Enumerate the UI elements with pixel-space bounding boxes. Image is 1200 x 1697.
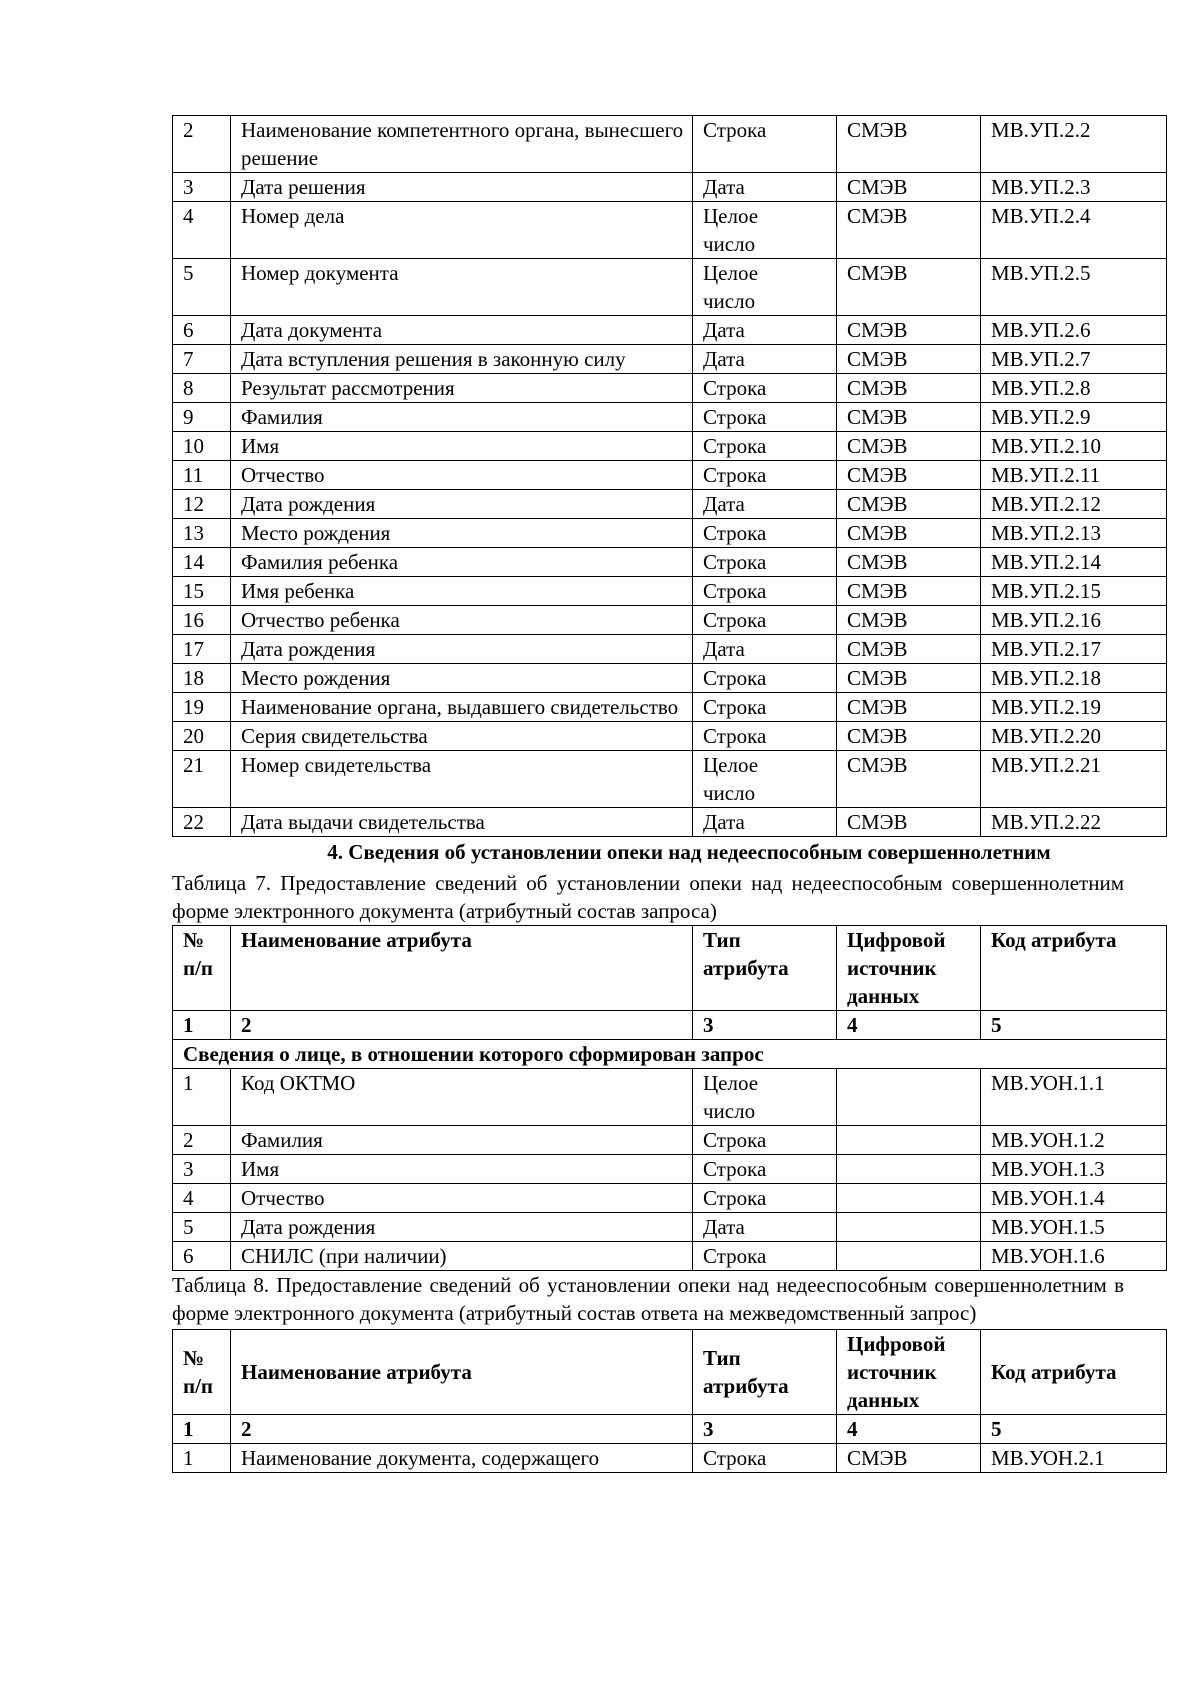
table-row bbox=[173, 1184, 1167, 1213]
cell-data-source: СМЭВ bbox=[837, 116, 981, 173]
cell-attribute-code: МВ.УП.2.5 bbox=[981, 259, 1167, 316]
table-row bbox=[173, 606, 1167, 635]
cell-number: 2 bbox=[173, 1126, 231, 1155]
column-number-row bbox=[173, 1011, 1167, 1040]
col-number: 5 bbox=[981, 1011, 1167, 1040]
cell-number: 21 bbox=[173, 751, 231, 808]
cell-attribute-name: Место рождения bbox=[231, 519, 693, 548]
cell-attribute-type: Строка bbox=[693, 461, 837, 490]
cell-attribute-code: МВ.УП.2.19 bbox=[981, 693, 1167, 722]
cell-attribute-type: Строка bbox=[693, 664, 837, 693]
col-number: 4 bbox=[837, 1415, 981, 1444]
cell-attribute-code: МВ.УОН.1.1 bbox=[981, 1069, 1167, 1126]
cell-number: 5 bbox=[173, 1213, 231, 1242]
cell-attribute-name: Дата выдачи свидетельства bbox=[231, 808, 693, 837]
cell-attribute-code: МВ.УП.2.21 bbox=[981, 751, 1167, 808]
cell-attribute-name: Имя ребенка bbox=[231, 577, 693, 606]
cell-attribute-type: Строка bbox=[693, 577, 837, 606]
cell-attribute-type: Строка bbox=[693, 693, 837, 722]
cell-number: 1 bbox=[173, 1444, 231, 1473]
cell-data-source: СМЭВ bbox=[837, 345, 981, 374]
cell-attribute-code: МВ.УОН.2.1 bbox=[981, 1444, 1167, 1473]
cell-attribute-name: Отчество ребенка bbox=[231, 606, 693, 635]
cell-attribute-name: Наименование компетентного органа, вынесшего решение bbox=[231, 116, 693, 173]
table-header-row bbox=[173, 1330, 1167, 1415]
cell-attribute-type: Строка bbox=[693, 374, 837, 403]
col-number: 3 bbox=[693, 1011, 837, 1040]
cell-attribute-type: Строка bbox=[693, 432, 837, 461]
table-row bbox=[173, 722, 1167, 751]
section-row-label: Сведения о лице, в отношении которого сформирован запрос bbox=[173, 1040, 1167, 1069]
cell-number: 13 bbox=[173, 519, 231, 548]
cell-attribute-type: Дата bbox=[693, 316, 837, 345]
cell-attribute-name: Фамилия ребенка bbox=[231, 548, 693, 577]
cell-attribute-name: Номер дела bbox=[231, 202, 693, 259]
cell-number: 1 bbox=[173, 1069, 231, 1126]
table-7-caption: Таблица 7. Предоставление сведений об установлении опеки над недееспособным совершеннолетним форме электронного документа (атрибутный состав запроса) bbox=[172, 871, 1124, 923]
cell-attribute-code: МВ.УП.2.18 bbox=[981, 664, 1167, 693]
cell-attribute-code: МВ.УП.2.8 bbox=[981, 374, 1167, 403]
table-row bbox=[173, 173, 1167, 202]
table-row bbox=[173, 1242, 1167, 1271]
table-row bbox=[173, 1126, 1167, 1155]
table-7 bbox=[172, 925, 1167, 1271]
cell-number: 10 bbox=[173, 432, 231, 461]
cell-attribute-code: МВ.УОН.1.2 bbox=[981, 1126, 1167, 1155]
header-code: Код атрибута bbox=[981, 1330, 1167, 1415]
cell-data-source: СМЭВ bbox=[837, 259, 981, 316]
cell-data-source: СМЭВ bbox=[837, 519, 981, 548]
cell-attribute-type: Целое число bbox=[693, 202, 837, 259]
cell-number: 16 bbox=[173, 606, 231, 635]
cell-attribute-code: МВ.УП.2.22 bbox=[981, 808, 1167, 837]
cell-number: 4 bbox=[173, 202, 231, 259]
table-6-continuation bbox=[172, 115, 1167, 837]
cell-attribute-code: МВ.УОН.1.3 bbox=[981, 1155, 1167, 1184]
table-row bbox=[173, 461, 1167, 490]
cell-number: 3 bbox=[173, 1155, 231, 1184]
cell-attribute-type: Целое число bbox=[693, 1069, 837, 1126]
header-code: Код атрибута bbox=[981, 926, 1167, 1011]
cell-attribute-code: МВ.УП.2.2 bbox=[981, 116, 1167, 173]
cell-attribute-name: Дата решения bbox=[231, 173, 693, 202]
cell-data-source: СМЭВ bbox=[837, 808, 981, 837]
cell-attribute-name: Результат рассмотрения bbox=[231, 374, 693, 403]
cell-attribute-type: Дата bbox=[693, 345, 837, 374]
cell-data-source: СМЭВ bbox=[837, 635, 981, 664]
cell-data-source: СМЭВ bbox=[837, 403, 981, 432]
cell-attribute-type: Строка bbox=[693, 722, 837, 751]
cell-attribute-type: Строка bbox=[693, 1444, 837, 1473]
table-row bbox=[173, 345, 1167, 374]
col-number: 4 bbox=[837, 1011, 981, 1040]
header-type: Тип атрибута bbox=[693, 926, 837, 1011]
table-row bbox=[173, 664, 1167, 693]
cell-number: 19 bbox=[173, 693, 231, 722]
col-number: 5 bbox=[981, 1415, 1167, 1444]
cell-number: 22 bbox=[173, 808, 231, 837]
cell-attribute-type: Строка bbox=[693, 403, 837, 432]
cell-attribute-type: Строка bbox=[693, 1242, 837, 1271]
table-row bbox=[173, 1155, 1167, 1184]
cell-attribute-type: Строка bbox=[693, 116, 837, 173]
header-name: Наименование атрибута bbox=[231, 1330, 693, 1415]
cell-attribute-name: Наименование органа, выдавшего свидетельство bbox=[231, 693, 693, 722]
cell-number: 8 bbox=[173, 374, 231, 403]
table-row bbox=[173, 1444, 1167, 1473]
cell-attribute-type: Строка bbox=[693, 1184, 837, 1213]
cell-data-source: СМЭВ bbox=[837, 374, 981, 403]
cell-attribute-name: СНИЛС (при наличии) bbox=[231, 1242, 693, 1271]
cell-data-source: СМЭВ bbox=[837, 664, 981, 693]
cell-number: 20 bbox=[173, 722, 231, 751]
table-row bbox=[173, 1213, 1167, 1242]
cell-data-source: СМЭВ bbox=[837, 1444, 981, 1473]
cell-attribute-type: Дата bbox=[693, 490, 837, 519]
cell-data-source bbox=[837, 1126, 981, 1155]
cell-attribute-name: Отчество bbox=[231, 1184, 693, 1213]
cell-attribute-code: МВ.УП.2.16 bbox=[981, 606, 1167, 635]
table-row bbox=[173, 693, 1167, 722]
column-number-row bbox=[173, 1415, 1167, 1444]
cell-attribute-code: МВ.УОН.1.6 bbox=[981, 1242, 1167, 1271]
cell-number: 18 bbox=[173, 664, 231, 693]
cell-number: 17 bbox=[173, 635, 231, 664]
cell-attribute-code: МВ.УП.2.10 bbox=[981, 432, 1167, 461]
cell-data-source: СМЭВ bbox=[837, 432, 981, 461]
cell-attribute-code: МВ.УП.2.15 bbox=[981, 577, 1167, 606]
cell-attribute-name: Дата вступления решения в законную силу bbox=[231, 345, 693, 374]
cell-data-source bbox=[837, 1155, 981, 1184]
cell-attribute-type: Целое число bbox=[693, 259, 837, 316]
cell-attribute-type: Строка bbox=[693, 519, 837, 548]
col-number: 1 bbox=[173, 1011, 231, 1040]
cell-data-source: СМЭВ bbox=[837, 548, 981, 577]
table-row bbox=[173, 1069, 1167, 1126]
header-n: № п/п bbox=[173, 1330, 231, 1415]
header-name: Наименование атрибута bbox=[231, 926, 693, 1011]
cell-data-source: СМЭВ bbox=[837, 461, 981, 490]
table-row bbox=[173, 259, 1167, 316]
cell-attribute-type: Строка bbox=[693, 548, 837, 577]
document-page bbox=[172, 115, 1166, 1473]
cell-attribute-code: МВ.УП.2.7 bbox=[981, 345, 1167, 374]
table-row bbox=[173, 548, 1167, 577]
table-row bbox=[173, 490, 1167, 519]
cell-attribute-type: Дата bbox=[693, 635, 837, 664]
table-row bbox=[173, 403, 1167, 432]
cell-attribute-name: Место рождения bbox=[231, 664, 693, 693]
col-number: 2 bbox=[231, 1011, 693, 1040]
cell-data-source bbox=[837, 1213, 981, 1242]
cell-data-source: СМЭВ bbox=[837, 202, 981, 259]
cell-attribute-name: Имя bbox=[231, 1155, 693, 1184]
table-section-row bbox=[173, 1040, 1167, 1069]
cell-attribute-code: МВ.УП.2.17 bbox=[981, 635, 1167, 664]
cell-attribute-name: Номер свидетельства bbox=[231, 751, 693, 808]
cell-attribute-code: МВ.УП.2.20 bbox=[981, 722, 1167, 751]
cell-attribute-name: Дата рождения bbox=[231, 1213, 693, 1242]
cell-number: 4 bbox=[173, 1184, 231, 1213]
cell-number: 7 bbox=[173, 345, 231, 374]
table-row bbox=[173, 577, 1167, 606]
cell-attribute-name: Фамилия bbox=[231, 1126, 693, 1155]
header-n: № п/п bbox=[173, 926, 231, 1011]
cell-data-source: СМЭВ bbox=[837, 577, 981, 606]
cell-data-source bbox=[837, 1069, 981, 1126]
cell-attribute-code: МВ.УП.2.11 bbox=[981, 461, 1167, 490]
cell-attribute-code: МВ.УП.2.12 bbox=[981, 490, 1167, 519]
cell-attribute-name: Имя bbox=[231, 432, 693, 461]
cell-attribute-code: МВ.УОН.1.5 bbox=[981, 1213, 1167, 1242]
table-row bbox=[173, 519, 1167, 548]
header-src: Цифровой источник данных bbox=[837, 926, 981, 1011]
table-header-row bbox=[173, 926, 1167, 1011]
cell-attribute-name: Номер документа bbox=[231, 259, 693, 316]
table-row bbox=[173, 374, 1167, 403]
cell-attribute-code: МВ.УП.2.4 bbox=[981, 202, 1167, 259]
cell-attribute-code: МВ.УП.2.14 bbox=[981, 548, 1167, 577]
table-8 bbox=[172, 1329, 1167, 1473]
cell-attribute-name: Код ОКТМО bbox=[231, 1069, 693, 1126]
header-type: Тип атрибута bbox=[693, 1330, 837, 1415]
table-row bbox=[173, 432, 1167, 461]
table-row bbox=[173, 316, 1167, 345]
table-row bbox=[173, 808, 1167, 837]
cell-number: 6 bbox=[173, 316, 231, 345]
cell-data-source bbox=[837, 1242, 981, 1271]
cell-attribute-type: Целое число bbox=[693, 751, 837, 808]
cell-number: 6 bbox=[173, 1242, 231, 1271]
cell-data-source: СМЭВ bbox=[837, 490, 981, 519]
cell-number: 9 bbox=[173, 403, 231, 432]
cell-attribute-name: Фамилия bbox=[231, 403, 693, 432]
cell-data-source: СМЭВ bbox=[837, 751, 981, 808]
cell-number: 3 bbox=[173, 173, 231, 202]
cell-attribute-name: Дата рождения bbox=[231, 635, 693, 664]
cell-attribute-code: МВ.УОН.1.4 bbox=[981, 1184, 1167, 1213]
cell-data-source: СМЭВ bbox=[837, 173, 981, 202]
cell-attribute-code: МВ.УП.2.13 bbox=[981, 519, 1167, 548]
col-number: 1 bbox=[173, 1415, 231, 1444]
cell-attribute-type: Дата bbox=[693, 808, 837, 837]
cell-attribute-code: МВ.УП.2.3 bbox=[981, 173, 1167, 202]
cell-attribute-type: Дата bbox=[693, 1213, 837, 1242]
cell-attribute-name: Наименование документа, содержащего bbox=[231, 1444, 693, 1473]
cell-attribute-type: Строка bbox=[693, 606, 837, 635]
cell-attribute-type: Строка bbox=[693, 1126, 837, 1155]
header-src: Цифровой источник данных bbox=[837, 1330, 981, 1415]
cell-number: 12 bbox=[173, 490, 231, 519]
cell-attribute-name: Серия свидетельства bbox=[231, 722, 693, 751]
cell-data-source bbox=[837, 1184, 981, 1213]
table-8-caption: Таблица 8. Предоставление сведений об установлении опеки над недееспособным совершеннолетним в форме электронного документа (атрибутный состав ответа на межведомственный запрос) bbox=[172, 1273, 1124, 1325]
cell-number: 15 bbox=[173, 577, 231, 606]
table-row bbox=[173, 202, 1167, 259]
cell-data-source: СМЭВ bbox=[837, 693, 981, 722]
cell-attribute-name: Отчество bbox=[231, 461, 693, 490]
cell-attribute-code: МВ.УП.2.6 bbox=[981, 316, 1167, 345]
table-row bbox=[173, 751, 1167, 808]
cell-attribute-name: Дата документа bbox=[231, 316, 693, 345]
cell-data-source: СМЭВ bbox=[837, 722, 981, 751]
cell-number: 11 bbox=[173, 461, 231, 490]
cell-data-source: СМЭВ bbox=[837, 316, 981, 345]
cell-number: 2 bbox=[173, 116, 231, 173]
cell-data-source: СМЭВ bbox=[837, 606, 981, 635]
cell-attribute-code: МВ.УП.2.9 bbox=[981, 403, 1167, 432]
cell-number: 5 bbox=[173, 259, 231, 316]
section-4-heading: 4. Сведения об установлении опеки над недееспособным совершеннолетним bbox=[327, 840, 1051, 864]
col-number: 3 bbox=[693, 1415, 837, 1444]
cell-number: 14 bbox=[173, 548, 231, 577]
col-number: 2 bbox=[231, 1415, 693, 1444]
cell-attribute-name: Дата рождения bbox=[231, 490, 693, 519]
cell-attribute-type: Дата bbox=[693, 173, 837, 202]
table-row bbox=[173, 116, 1167, 173]
cell-attribute-type: Строка bbox=[693, 1155, 837, 1184]
table-row bbox=[173, 635, 1167, 664]
